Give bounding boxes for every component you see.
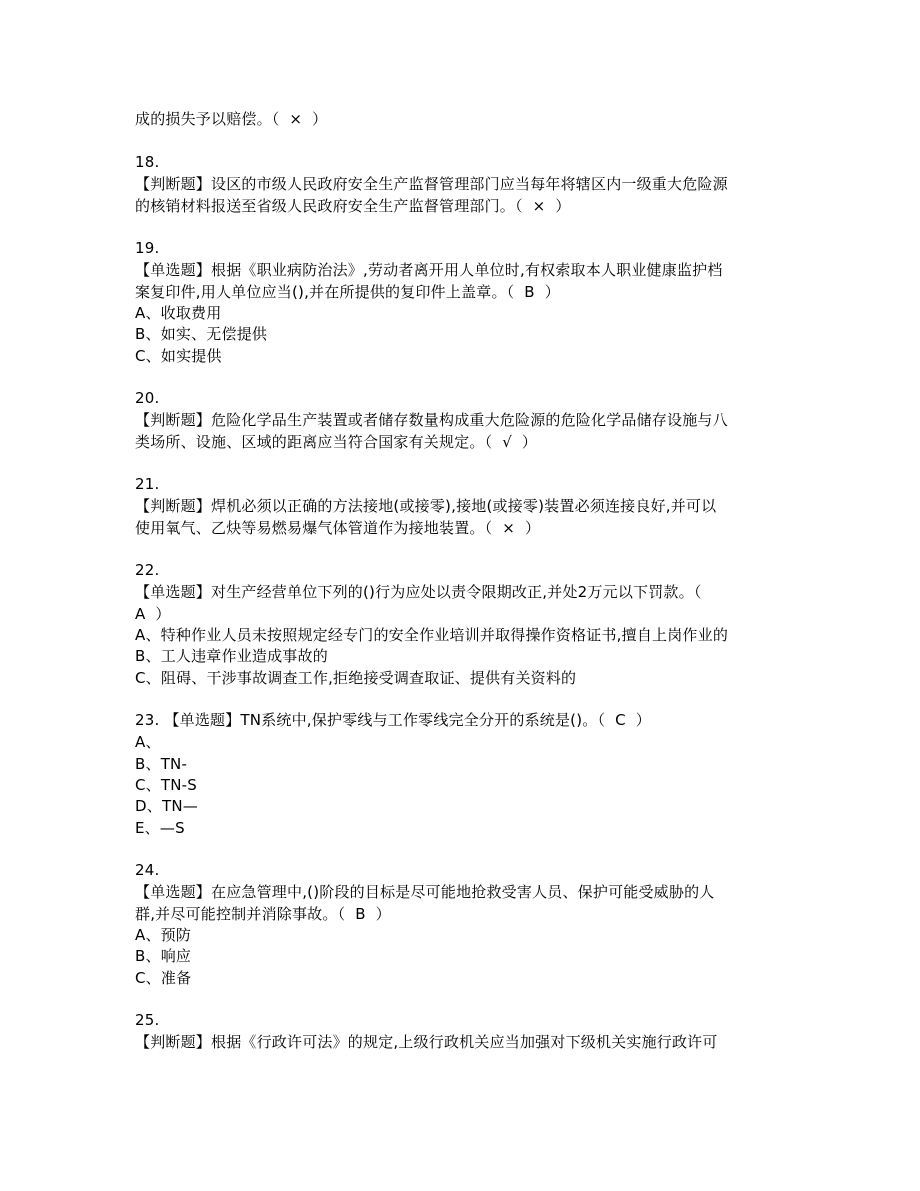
question-21-text: 【判断题】焊机必须以正确的方法接地(或接零),接地(或接零)装置必须连接良好,并可以 [135,497,717,515]
question-24-number: 24. [135,861,160,879]
question-21-number: 21. [135,475,160,493]
question-22-text: A ） [135,605,171,623]
question-19-text: 案复印件,用人单位应当(),并在所提供的复印件上盖章。（ B ） [135,283,560,301]
question-20-text: 类场所、设施、区域的距离应当符合国家有关规定。（ √ ） [135,433,538,451]
question-24-option: B、响应 [135,947,192,965]
question-18-text: 【判断题】设区的市级人民政府安全生产监督管理部门应当每年将辖区内一级重大危险源 [135,175,728,193]
question-23-option: C、TN-S [135,776,197,794]
question-23-option: A、 [135,733,161,751]
question-25-number: 25. [135,1011,160,1029]
question-23-option: B、TN- [135,755,188,773]
question-22-text: 【单选题】对生产经营单位下列的()行为应处以责令限期改正,并处2万元以下罚款。（ [135,583,702,601]
question-24-text: 【单选题】在应急管理中,()阶段的目标是尽可能地抢救受害人员、保护可能受威胁的人 [135,883,715,901]
question-19-option: C、如实提供 [135,347,222,365]
question-24-option: C、准备 [135,969,192,987]
question-19-option: A、收取费用 [135,304,222,322]
question-25-text: 【判断题】根据《行政许可法》的规定,上级行政机关应当加强对下级机关实施行政许可 [135,1033,718,1051]
question-19-text: 【单选题】根据《职业病防治法》,劳动者离开用人单位时,有权索取本人职业健康监护档 [135,261,723,279]
question-22-option: B、工人违章作业造成事故的 [135,647,328,665]
question-21-text: 使用氧气、乙炔等易燃易爆气体管道作为接地装置。（ × ） [135,519,541,537]
question-24-option: A、预防 [135,926,192,944]
question-19-option: B、如实、无偿提供 [135,325,268,343]
text-line-prev-answer: 成的损失予以赔偿。（ × ） [135,110,328,128]
question-23-text: 23. 【单选题】TN系统中,保护零线与工作零线完全分开的系统是()。（ C ） [135,711,651,729]
question-24-text: 群,并尽可能控制并消除事故。（ B ） [135,905,391,923]
question-22-number: 22. [135,561,160,579]
question-22-option: A、特种作业人员未按照规定经专门的安全作业培训并取得操作资格证书,擅自上岗作业的 [135,626,729,644]
question-23-option: D、TN— [135,797,198,815]
question-18-number: 18. [135,153,160,171]
question-20-number: 20. [135,389,160,407]
question-20-text: 【判断题】危险化学品生产装置或者储存数量构成重大危险源的危险化学品储存设施与八 [135,411,728,429]
question-23-option: E、—S [135,819,185,837]
question-18-text: 的核销材料报送至省级人民政府安全生产监督管理部门。（ × ） [135,197,571,215]
question-22-option: C、阻碍、干涉事故调查工作,拒绝接受调查取证、提供有关资料的 [135,669,577,687]
question-19-number: 19. [135,239,160,257]
